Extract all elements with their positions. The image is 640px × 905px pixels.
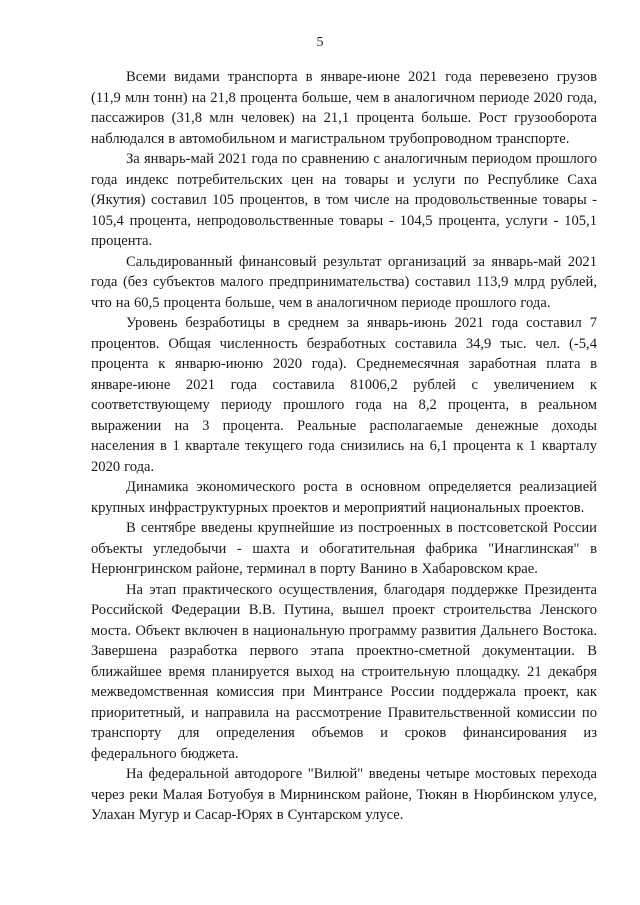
document-body (91, 67, 597, 826)
paragraph-vilyuy-highway: На федеральной автодороге "Вилюй" введены четыре мостовых перехода через реки Малая Ботуобуя в Мирнинском районе, Тюкян в Нюрбинском улусе, Улахан Мугур и Сасар-Юрях в Сунтарском улусе. (91, 766, 597, 823)
paragraph-transport: Всеми видами транспорта в январе-июне 2021 года перевезено грузов (11,9 млн тонн) на 21,8 процента больше, чем в аналогичном периоде 2020 года, пассажиров (31,8 млн человек) на 21,1 процента больше. Рост грузооборота наблюдался в автомобильном и магистральном трубопроводном транспорте. (91, 69, 597, 147)
paragraph-consumer-prices: За январь-май 2021 года по сравнению с аналогичным периодом прошлого года индекс потребительских цен на товары и услуги по Республике Саха (Якутия) составил 105 процентов, в том числе на продовольственные товары - 105,4 процента, непродовольственные товары - 104,5 процента, услуги - 105,1 процента. (91, 151, 597, 249)
paragraph-coal-mining: В сентябре введены крупнейшие из построенных в постсоветской России объекты угледобычи - шахта и обогатительная фабрика "Инаглинская" в Нерюнгринском районе, терминал в порту Ванино в Хабаровском крае. (91, 520, 597, 577)
paragraph-economic-growth: Динамика экономического роста в основном определяется реализацией крупных инфраструктурных проектов и мероприятий национальных проектов. (91, 479, 597, 516)
paragraph-financial-result: Сальдированный финансовый результат организаций за январь-май 2021 года (без субъектов малого предпринимательства) составил 113,9 млрд рублей, что на 60,5 процента больше, чем в аналогичном периоде прошлого года. (91, 253, 597, 311)
page-number: 5 (316, 35, 324, 50)
paragraph-lena-bridge: На этап практического осуществления, благодаря поддержке Президента Российской Федерации В.В. Путина, вышел проект строительства Ленского моста. Объект включен в национальную программу развития Дальнего Востока. Завершена разработка первого этапа проектно-сметной документации. В ближайшее время планируется выход на строительную площадку. 21 декабря межведомственная комиссия при Минтрансе России поддержала проект, как приоритетный, и направила на рассмотрение Правительственной комиссии по транспорту для определения объемов и сроков финансирования из федерального бюджета. (91, 581, 597, 762)
paragraph-unemployment-wages: Уровень безработицы в среднем за январь-июнь 2021 года составил 7 процентов. Общая численность безработных составила 34,9 тыс. чел. (-5,4 процента к январю-июню 2020 года). Среднемесячная заработная плата в январе-июне 2021 года составила 81006,2 рублей с увеличением к соответствующему периоду прошлого года на 8,2 процента, в реальном выражении на 3 процента. Реальные располагаемые денежные доходы населения в 1 квартале текущего года снизились на 6,1 процента к 1 кварталу 2020 года. (91, 315, 597, 475)
